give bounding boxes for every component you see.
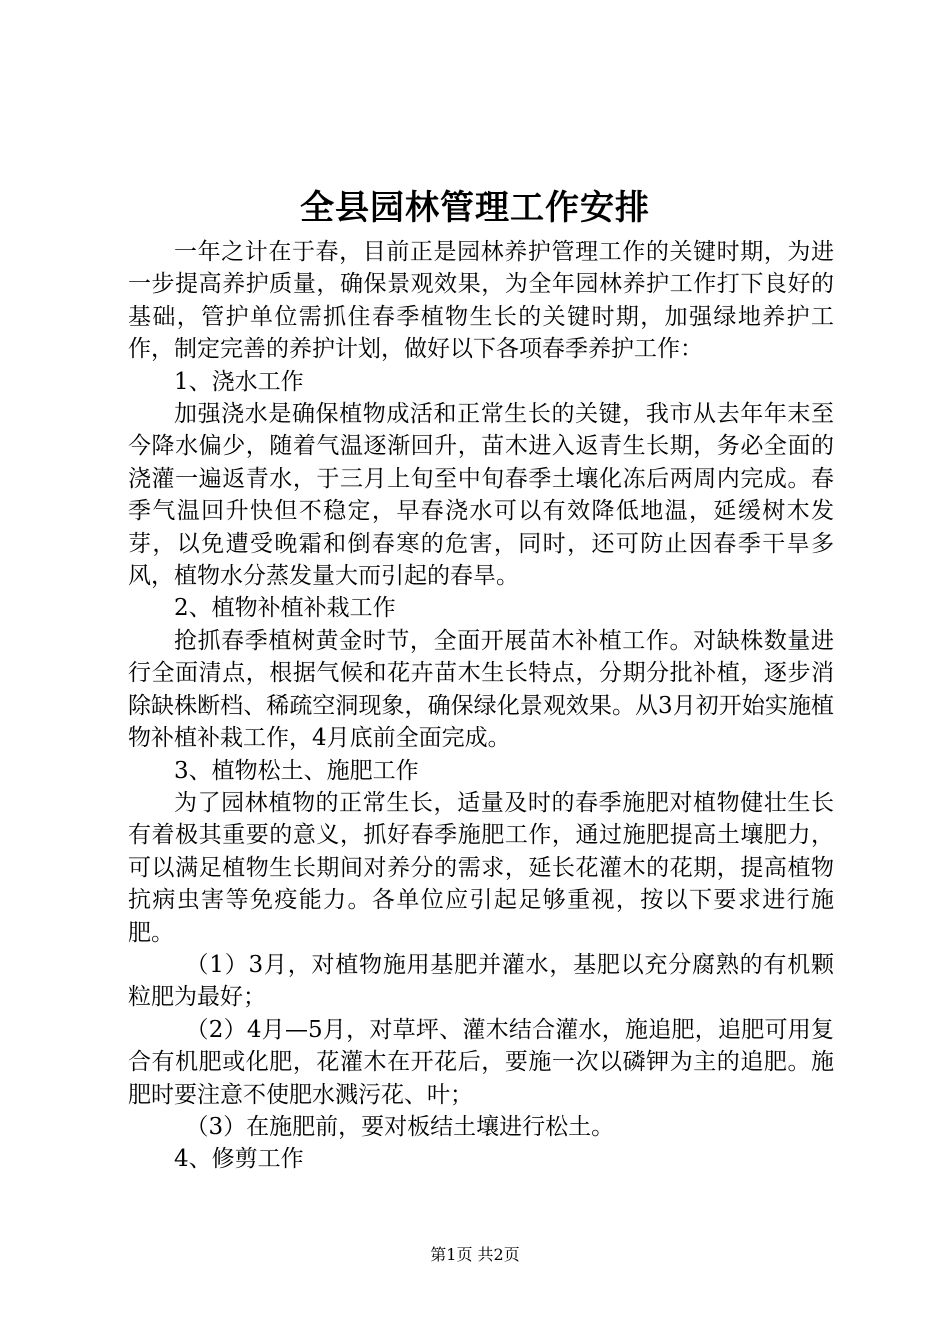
document-body [128,236,834,1176]
watering-paragraph: 加强浇水是确保植物成活和正常生长的关键，我市从去年年末至今降水偏少，随着气温逐渐回升，苗木进入返青生长期，务必全面的浇灌一遍返青水，于三月上旬至中旬春季土壤化冻后两周内完成。春季气温回升快但不稳定，早春浇水可以有效降低地温，延缓树木发芽，以免遭受晚霜和倒春寒的危害，同时，还可防止因春季干旱多风，植物水分蒸发量大而引起的春旱。 [128,401,834,590]
section-heading-pruning: 4、修剪工作 [174,1146,304,1173]
page-title: 全县园林管理工作安排 [300,188,650,228]
replanting-paragraph: 抢抓春季植树黄金时节，全面开展苗木补植工作。对缺株数量进行全面清点，根据气候和花卉苗木生长特点，分期分批补植，逐步消除缺株断档、稀疏空洞现象，确保绿化景观效果。从3月初开始实施植物补植补栽工作，4月底前全面完成。 [128,627,834,752]
page-footer: 第1页 共2页 [430,1245,520,1264]
intro-paragraph: 一年之计在于春，目前正是园林养护管理工作的关键时期，为进一步提高养护质量，确保景观效果，为全年园林养护工作打下良好的基础，管护单位需抓住春季植物生长的关键时期，加强绿地养护工作，制定完善的养护计划，做好以下各项春季养护工作： [128,239,834,363]
section-heading-replanting: 2、植物补植补栽工作 [174,595,396,622]
section-heading-fertilizing: 3、植物松土、施肥工作 [174,757,419,784]
fertilizing-item-1: （1）3月，对植物施用基肥并灌水，基肥以充分腐熟的有机颗粒肥为最好； [128,951,834,1011]
fertilizing-paragraph: 为了园林植物的正常生长，适量及时的春季施肥对植物健壮生长有着极其重要的意义，抓好春季施肥工作，通过施肥提高土壤肥力，可以满足植物生长期间对养分的需求，延长花灌木的花期，提高植物抗病虫害等免疫能力。各单位应引起足够重视，按以下要求进行施肥。 [128,789,834,946]
fertilizing-item-3: （3）在施肥前，要对板结土壤进行松土。 [185,1113,615,1140]
section-heading-watering: 1、浇水工作 [174,368,304,395]
fertilizing-item-2: （2）4月—5月，对草坪、灌木结合灌水，施追肥，追肥可用复合有机肥或化肥，花灌木在开花后，要施一次以磷钾为主的追肥。施肥时要注意不使肥水溅污花、叶； [128,1016,834,1108]
